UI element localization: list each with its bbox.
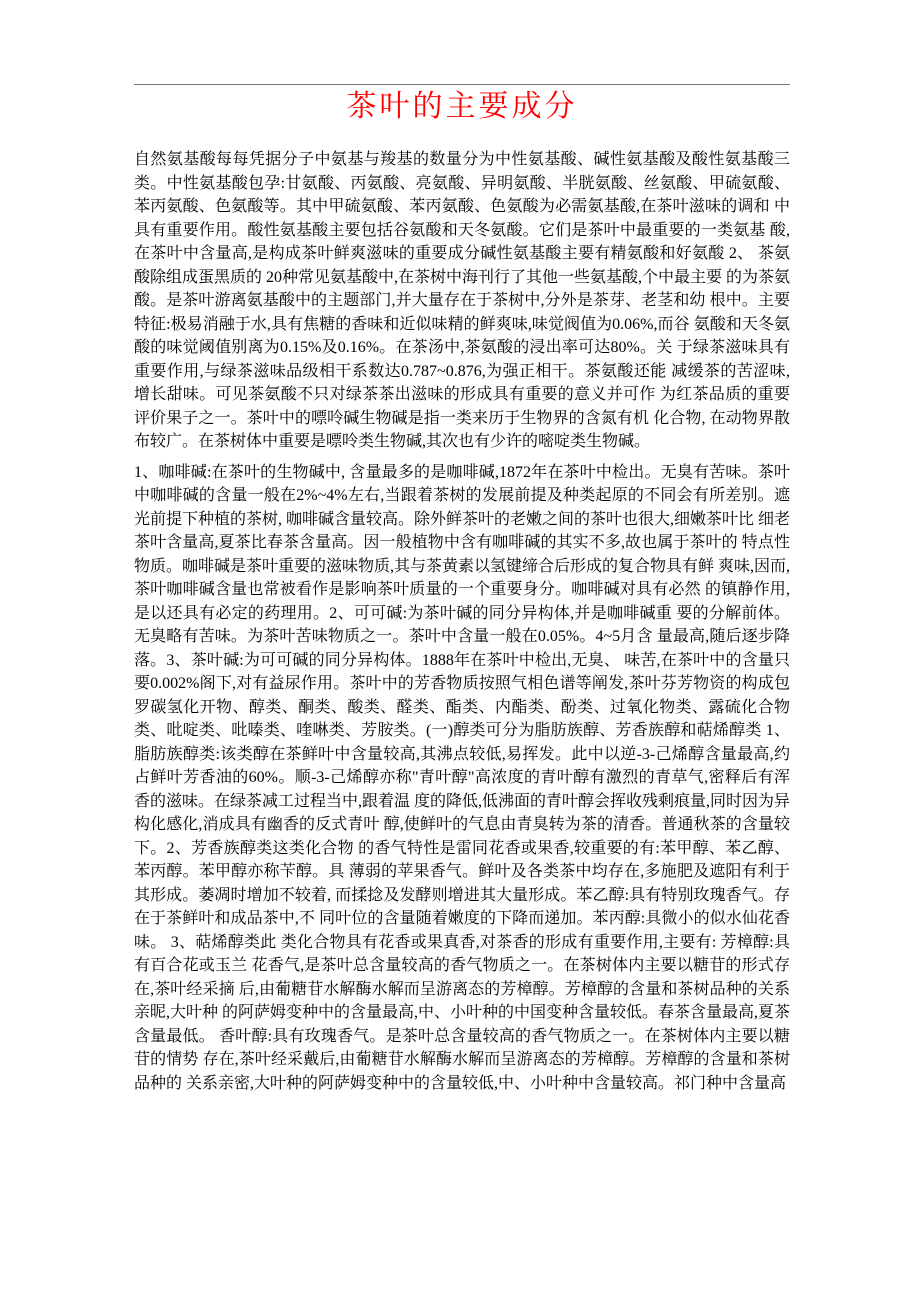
paragraph-caffeine-and-aromatics: 1、咖啡碱:在茶叶的生物碱中, 含量最多的是咖啡碱,1872年在茶叶中检出。无臭有苦味。茶叶中咖啡碱的含量一般在2%~4%左右,当跟着茶树的发展前提及种类起原的不同会有所差别。遮光前提下种植的茶树, 咖啡碱含量较高。除外鲜茶叶的老嫩之间的茶叶也很大,细嫩茶叶比 细老茶叶含量高,夏茶比春茶含量高。因一般植物中含有咖啡碱的其实不多,故也属于茶叶的 特点性物质。咖啡碱是茶叶重要的滋味物质,其与茶黄素以氢键缔合后形成的复合物具有鲜 爽味,因而,茶叶咖啡碱含量也常被看作是影响茶叶质量的一个重要身分。咖啡碱对具有必然 的镇静作用,是以还具有必定的药理用。2、可可碱:为茶叶碱的同分异构体,并是咖啡碱重 要的分解前体。无臭略有苦味。为茶叶苦味物质之一。茶叶中含量一般在0.05%。4~5月含 量最高,随后逐步降落。3、茶叶碱:为可可碱的同分异构体。1888年在茶叶中检出,无臭、 味苦,在茶叶中的含量只要0.002%阁下,对有益尿作用。茶叶中的芳香物质按照气相色谱等阐发,茶叶芬芳物资的构成包罗碳氢化开物、醇类、酮类、酸类、醛类、酯类、内酯类、酚类、过氧化物类、露硫化合物类、吡啶类、吡嗪类、喹啉类、芳胺类。(一)醇类可分为脂肪族醇、芳香族醇和萜烯醇类 1、脂肪族醇类:该类醇在茶鲜叶中含量较高,其沸点较低,易挥发。此中以逆-3-己烯醇含量最高,约占鲜叶芳香油的60%。顺-3-己烯醇亦称"青叶醇"高浓度的青叶醇有激烈的青草气,密释后有浑香的滋味。在绿茶减工过程当中,跟着温 度的降低,低沸面的青叶醇会挥收残剩痕量,同时因为异构化感化,消成具有幽香的反式青叶 醇,使鲜叶的气息由青臭转为茶的清香。普通秋茶的含量较下。2、芳香族醇类这类化合物 的香气特性是雷同花香或果香,较重要的有:苯甲醇、苯乙醇、苯丙醇。苯甲醇亦称苄醇。具 薄弱的苹果香气。鲜叶及各类茶中均存在,多施肥及遮阳有利于其形成。萎凋时增加不较着, 而揉捻及发酵则增进其大量形成。苯乙醇:具有特别玫瑰香气。存在于茶鲜叶和成品茶中,不 同叶位的含量随着嫩度的下降而递加。苯丙醇:具微小的似水仙花香味。 3、萜烯醇类此 类化合物具有花香或果真香,对茶香的形成有重要作用,主要有: 芳樟醇:具有百合花或玉兰 花香气,是茶叶总含量较高的香气物质之一。在茶树体内主要以糖苷的形式存在,茶叶经采摘 后,由葡糖苷水解酶水解而呈游离态的芳樟醇。芳樟醇的含量和茶树品种的关系亲昵,大叶种 的阿萨姆变种中的含量最高,中、小叶种的中国变种含量较低。春茶含量最高,夏茶含量最低。 香叶醇:具有玫瑰香气。是茶叶总含量较高的香气物质之一。在茶树体内主要以糖苷的情势 存在,茶叶经采戴后,由葡糖苷水解酶水解而呈游离态的芳樟醇。芳樟醇的含量和茶树品种的 关系亲密,大叶种的阿萨姆变种中的含量较低,中、小叶种中含量较高。祁门种中含量高	[134, 463, 791, 1092]
document-body	[134, 148, 790, 1095]
document-content	[134, 84, 790, 1095]
header-divider-rule	[134, 84, 790, 85]
document-title: 茶叶的主要成分	[346, 90, 578, 123]
paragraph-amino-acids: 自然氨基酸每每凭据分子中氨基与羧基的数量分为中性氨基酸、碱性氨基酸及酸性氨基酸三类。中性氨基酸包孕:甘氨酸、丙氨酸、亮氨酸、异明氨酸、半胱氨酸、丝氨酸、甲硫氨酸、 苯丙氨酸、色氨酸等。其中甲硫氨酸、苯丙氨酸、色氨酸为必需氨基酸,在茶叶滋味的调和 中具有重要作用。酸性氨基酸主要包括谷氨酸和天冬氨酸。它们是茶叶中最重要的一类氨基 酸,在茶叶中含量高,是构成茶叶鲜爽滋味的重要成分碱性氨基酸主要有精氨酸和好氨酸 2、 茶氨酸除组成蛋黑质的 20种常见氨基酸中,在茶树中海刊行了其他一些氨基酸,个中最主要 的为茶氨酸。是茶叶游离氨基酸中的主题部门,并大量存在于茶树中,分外是茶芽、老茎和幼 根中。主要特征:极易消融于水,具有焦糖的香味和近似味精的鲜爽味,味觉阀值为0.06%,而谷 氨酸和天冬氨酸的味觉阈值别离为0.15%及0.16%。在茶汤中,茶氨酸的浸出率可达80%。关 于绿茶滋味具有重要作用,与绿茶滋味品级相干系数达0.787~0.876,为强正相干。茶氨酸还能 减缓茶的苦涩味,增长甜味。可见茶氨酸不只对绿茶茶出滋味的形成具有重要的意义并可作 为红茶品质的重要评价果子之一。茶叶中的嘌呤碱生物碱是指一类来历于生物界的含氮有机 化合物, 在动物界散布较广。在茶树体中重要是嘌呤类生物碱,其次也有少许的嘧啶类生物碱。	[134, 151, 791, 450]
